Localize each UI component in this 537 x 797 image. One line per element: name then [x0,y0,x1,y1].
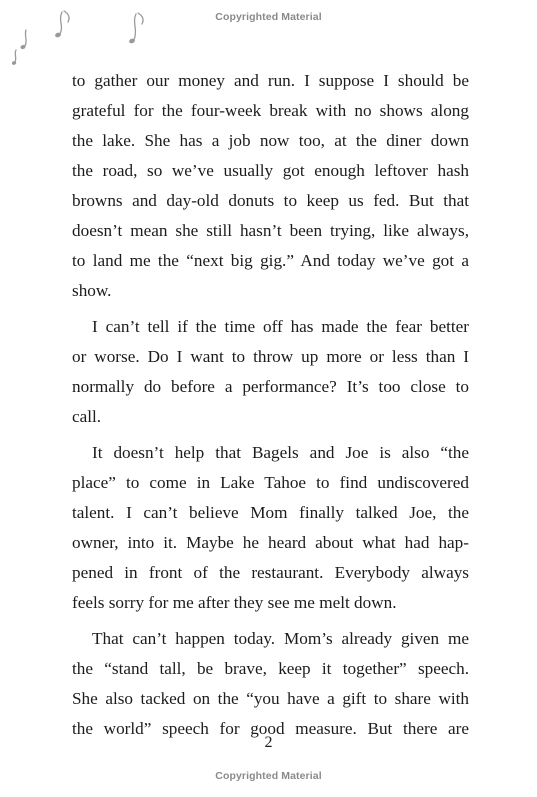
text-line: owner, into it. Maybe he heard about what had hap- [72,533,469,552]
text-line: the lake. She has a job now too, at the diner down [72,131,469,150]
text-line: talent. I can’t believe Mom finally talked Joe, the [72,503,469,522]
text-line: doesn’t mean she still hasn’t been trying, like always, [72,221,469,240]
copyright-footer: Copyrighted Material [215,770,322,782]
paragraph [72,312,469,432]
paragraph [72,438,469,618]
page-body-text [72,66,469,744]
text-line: the road, so we’ve usually got enough leftover hash [72,161,469,180]
paragraph [72,624,469,744]
text-line: That can’t happen today. Mom’s already given me [92,629,469,648]
text-line: or worse. Do I want to throw up more or less than I [72,347,469,366]
text-line: show. [72,281,112,300]
text-line: to land me the “next big gig.” And today we’ve got a [72,251,469,270]
text-line: grateful for the four-week break with no shows along [72,101,469,120]
text-line: It doesn’t help that Bagels and Joe is also “the [92,443,469,462]
text-line: I can’t tell if the time off has made the fear better [92,317,469,336]
text-line: call. [72,407,102,426]
copyright-header: Copyrighted Material [215,11,322,23]
text-line: She also tacked on the “you have a gift to share with [72,689,469,708]
text-line: pened in front of the restaurant. Everybody always [72,563,469,582]
text-line: place” to come in Lake Tahoe to find undiscovered [72,473,469,492]
page-number: 2 [264,734,273,751]
text-line: the world” speech for good measure. But there are [72,719,469,738]
text-line: the “stand tall, be brave, keep it together” speech. [72,659,469,678]
text-line: feels sorry for me after they see me melt down. [72,593,397,612]
paragraph [72,66,469,306]
text-line: normally do before a performance? It’s too close to [72,377,469,396]
text-line: to gather our money and run. I suppose I should be [72,71,469,90]
text-line: browns and day-old donuts to keep us fed. But that [72,191,469,210]
